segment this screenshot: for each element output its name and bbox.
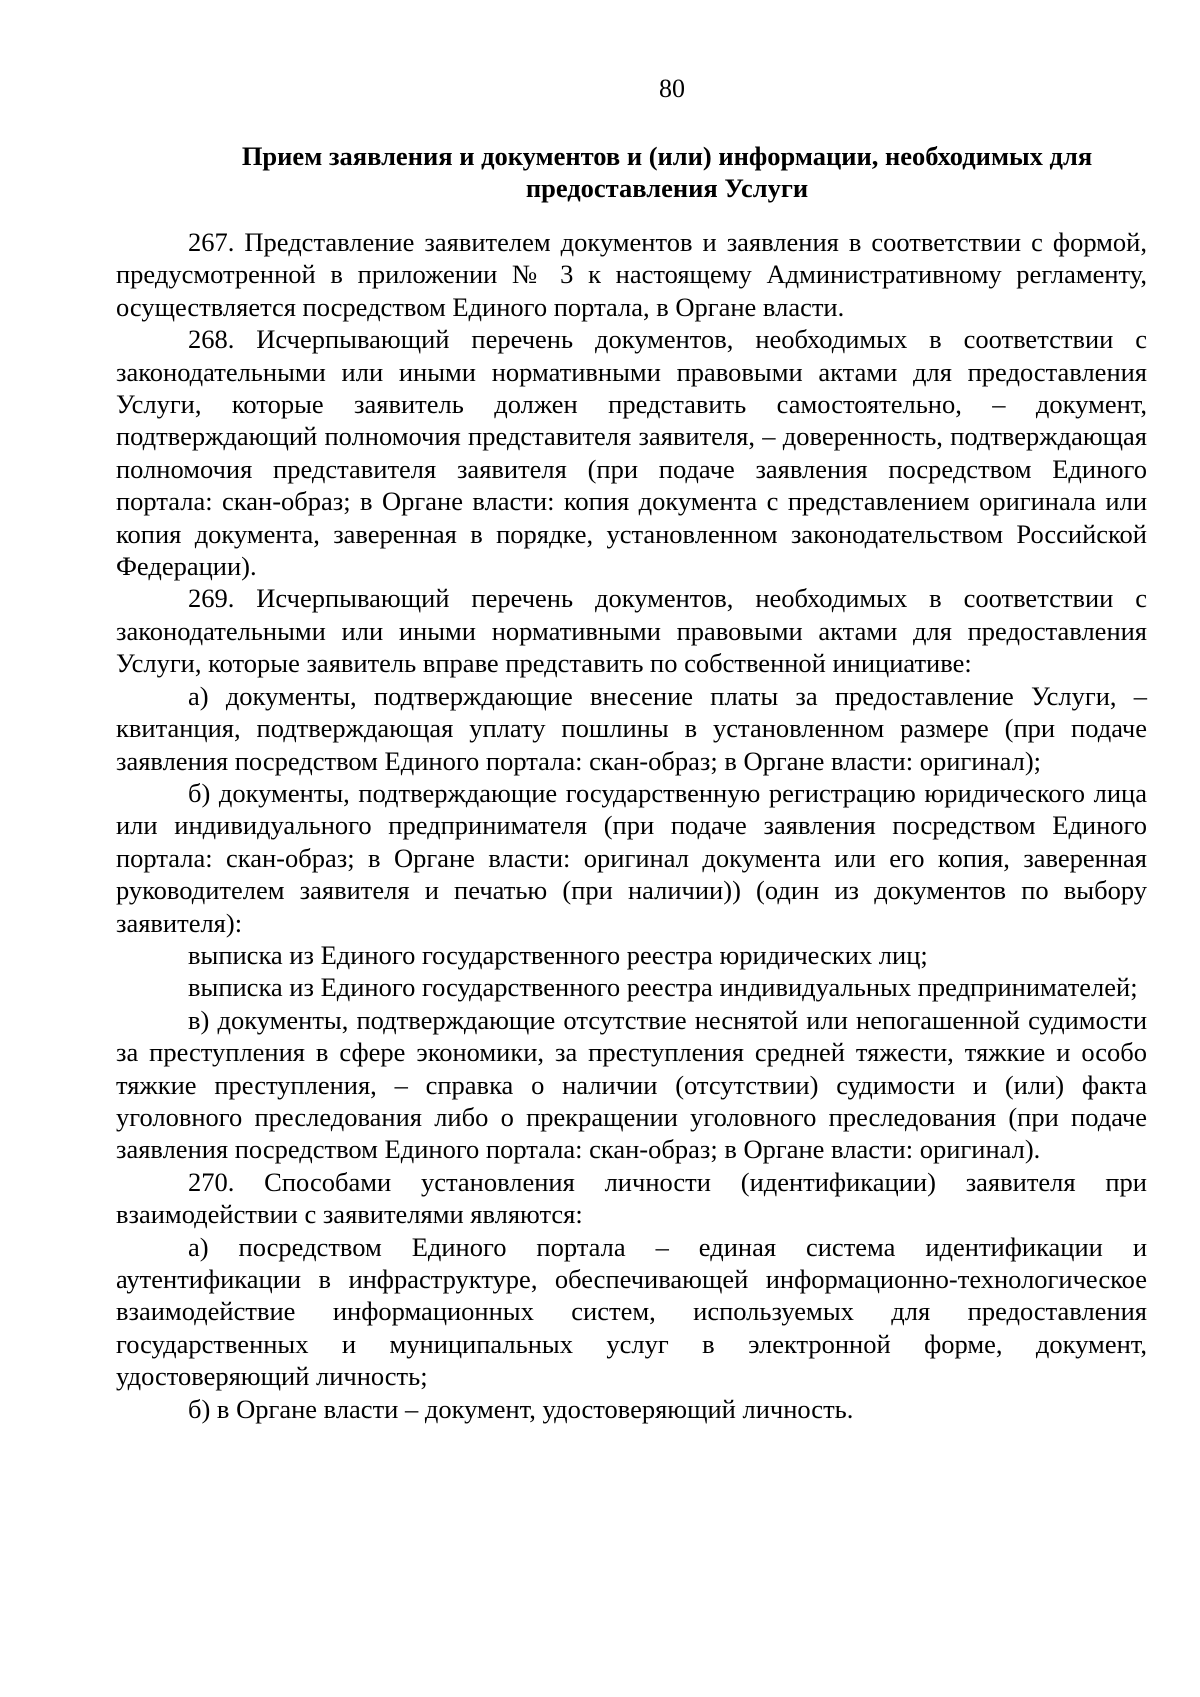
paragraph-269-v: в) документы, подтверждающие отсутствие неснятой или непогашенной судимости за преступления в сфере экономики, за преступления средней тяжести, тяжкие и особо тяжкие преступления, – справка о наличии (отсутствии) судимости и (или) факта уголовного преследования либо о прекращении уголовного преследования (при подаче заявления посредством Единого портала: скан-образ; в Органе власти: оригинал). bbox=[116, 1004, 1147, 1165]
paragraph-270-b: б) в Органе власти – документ, удостоверяющий личность. bbox=[188, 1393, 854, 1424]
paragraph-270-a: а) посредством Единого портала – единая система идентификации и аутентификации в инфраструктуре, обеспечивающей информационно-технологическое взаимодействие информационных систем, используемых для предоставления государственных и муниципальных услуг в электронной форме, документ, удостоверяющий личность; bbox=[116, 1231, 1147, 1392]
paragraph-270: 270. Способами установления личности (идентификации) заявителя при взаимодействии с заявителями являются: bbox=[116, 1166, 1147, 1230]
paragraph-267: 267. Представление заявителем документов и заявления в соответствии с формой, предусмотренной в приложении № 3 к настоящему Административному регламенту, осуществляется посредством Единого портала, в Органе власти. bbox=[116, 227, 1147, 322]
document-body bbox=[116, 226, 1147, 1425]
section-title: Прием заявления и документов и (или) информации, необходимых для предоставления Услуги bbox=[241, 141, 1093, 203]
paragraph-268: 268. Исчерпывающий перечень документов, необходимых в соответствии с законодательными или иными нормативными правовыми актами для предоставления Услуги, которые заявитель должен представить самостоятельно, – документ, подтверждающий полномочия представителя заявителя, – доверенность, подтверждающая полномочия представителя заявителя (при подаче заявления посредством Единого портала: скан-образ; в Органе власти: копия документа с представлением оригинала или копия документа, заверенная в порядке, установленном законодательством Российской Федерации). bbox=[116, 324, 1147, 582]
page-number: 80 bbox=[659, 74, 685, 103]
paragraph-269: 269. Исчерпывающий перечень документов, необходимых в соответствии с законодательными или иными нормативными правовыми актами для предоставления Услуги, которые заявитель вправе представить по собственной инициативе: bbox=[116, 583, 1147, 679]
list-item-egrip: выписка из Единого государственного реестра индивидуальных предпринимателей; bbox=[188, 972, 1138, 1003]
paragraph-269-b: б) документы, подтверждающие государственную регистрацию юридического лица или индивидуального предпринимателя (при подаче заявления посредством Единого портала: скан-образ; в Органе власти: оригинал документа или его копия, заверенная руководителем заявителя и печатью (при наличии)) (один из документов по выбору заявителя): bbox=[116, 777, 1147, 938]
list-item-egrul: выписка из Единого государственного реестра юридических лиц; bbox=[188, 939, 928, 970]
paragraph-269-a: а) документы, подтверждающие внесение платы за предоставление Услуги, – квитанция, подтверждающая уплату пошлины в установленном размере (при подаче заявления посредством Единого портала: скан-образ; в Органе власти: оригинал); bbox=[116, 680, 1147, 776]
